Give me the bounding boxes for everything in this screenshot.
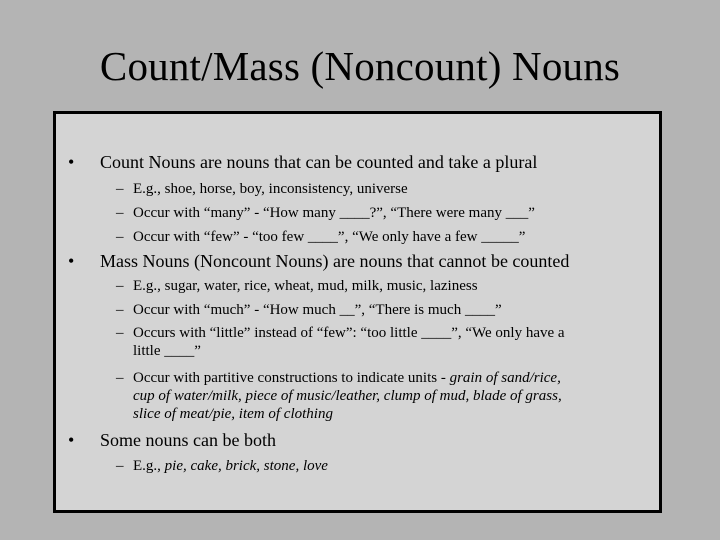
bullet-marker: • — [68, 152, 75, 172]
dash-marker: – — [116, 370, 124, 386]
content-box — [53, 111, 662, 513]
bullet-marker: • — [68, 430, 75, 450]
dash-marker: – — [116, 325, 124, 341]
slide-title: Count/Mass (Noncount) Nouns — [99, 43, 621, 89]
sub-bullet-italic-text: grain of sand/rice, — [449, 370, 561, 386]
dash-marker: – — [116, 458, 124, 474]
sub-bullet-text: Occur with “many” - “How many ____?”, “There were many ___” — [133, 205, 535, 221]
sub-bullet-text — [133, 457, 653, 475]
bullet-text: Count Nouns are nouns that can be counted and take a plural — [100, 152, 538, 172]
sub-bullet-plain-text: E.g., — [133, 458, 165, 474]
sub-bullet-text — [133, 324, 653, 360]
sub-bullet-text: E.g., shoe, horse, boy, inconsistency, universe — [133, 181, 408, 197]
sub-bullet-italic-text: cup of water/milk, piece of music/leather, clump of mud, blade of grass, — [133, 388, 562, 404]
sub-bullet-italic-text: slice of meat/pie, item of clothing — [133, 406, 333, 422]
dash-marker: – — [116, 278, 124, 294]
sub-bullet-text: E.g., sugar, water, rice, wheat, mud, milk, music, laziness — [133, 278, 478, 294]
dash-marker: – — [116, 205, 124, 221]
sub-bullet-text: Occur with “much” - “How much __”, “There is much ____” — [133, 302, 502, 318]
bullet-marker: • — [68, 251, 75, 271]
sub-bullet-text — [133, 369, 653, 423]
sub-bullet-italic-text: pie, cake, brick, stone, love — [164, 458, 328, 474]
sub-bullet-line: little ____” — [133, 343, 201, 359]
sub-bullet-plain-text: Occur with partitive constructions to indicate units - — [133, 370, 450, 386]
dash-marker: – — [116, 181, 124, 197]
sub-bullet-text: Occur with “few” - “too few ____”, “We only have a few _____” — [133, 229, 526, 245]
sub-bullet-line: Occurs with “little” instead of “few”: “too little ____”, “We only have a — [133, 325, 565, 341]
dash-marker: – — [116, 229, 124, 245]
dash-marker: – — [116, 302, 124, 318]
bullet-text: Some nouns can be both — [100, 430, 276, 450]
bullet-text: Mass Nouns (Noncount Nouns) are nouns that cannot be counted — [100, 251, 570, 271]
